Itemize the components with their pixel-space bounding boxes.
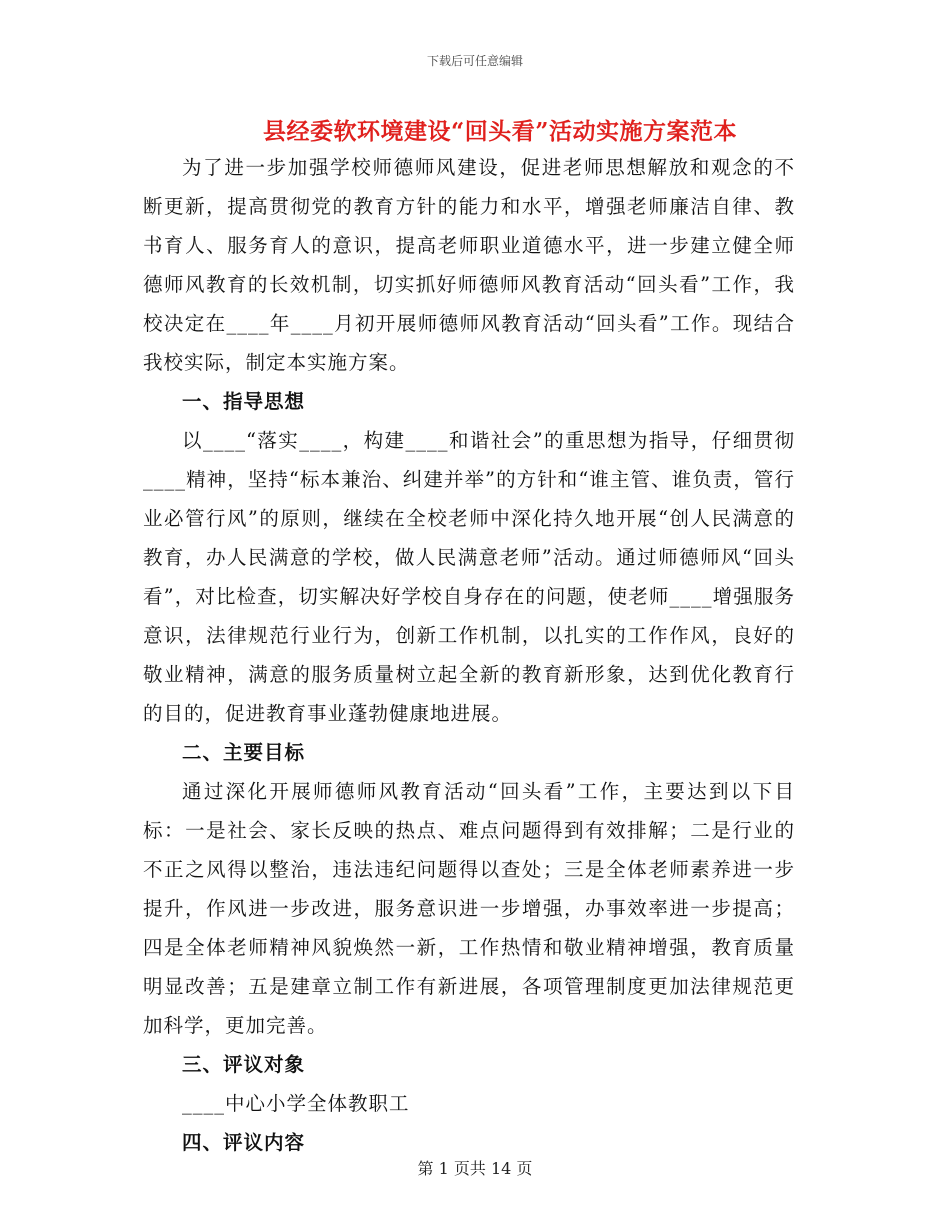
section-body-guiding-ideology: 以____“落实____，构建____和谐社会”的重思想为指导，仔细贯彻____精神，坚持“标本兼治、纠建并举”的方针和“谁主管、谁负责，管行业必管行风”的原则，继续在全校老师中深化持久地开展“创人民满意的教育，办人民满意的学校，做人民满意老师”活动。通过师德师风“回头看”，对比检查，切实解决好学校自身存在的问题，使老师____增强服务意识，法律规范行业行为，创新工作机制，以扎实的工作作风，良好的敬业精神，满意的服务质量树立起全新的教育新形象，达到优化教育行的目的，促进教育事业蓬勃健康地进展。 — [143, 429, 795, 725]
intro-paragraph: 为了进一步加强学校师德师风建设，促进老师思想解放和观念的不断更新，提高贯彻党的教育方针的能力和水平，增强老师廉洁自律、教书育人、服务育人的意识，提高老师职业道德水平，进一步建立健全师德师风教育的长效机制，切实抓好师德师风教育活动“回头看”工作，我校决定在____年____月初开展师德师风教育活动“回头看”工作。现结合我校实际，制定本实施方案。 — [143, 156, 795, 374]
section-body-main-goals: 通过深化开展师德师风教育活动“回头看”工作，主要达到以下目标：一是社会、家长反映的热点、难点问题得到有效排解；二是行业的不正之风得以整治，违法违纪问题得以查处；三是全体老师素养进一步提升，作风进一步改进，服务意识进一步增强，办事效率进一步提高；四是全体老师精神风貌焕然一新，工作热情和敬业精神增强，教育质量明显改善；五是建章立制工作有新进展，各项管理制度更加法律规范更加科学，更加完善。 — [143, 780, 795, 1037]
document-body — [143, 148, 795, 1162]
page-number: 第 1 页共 14 页 — [417, 1159, 533, 1178]
section-body-review-subjects: ____中心小学全体教职工 — [182, 1092, 410, 1115]
section-heading-review-content: 四、评议内容 — [182, 1131, 306, 1154]
section-heading-guiding-ideology: 一、指导思想 — [182, 390, 306, 413]
section-heading-review-subjects: 三、评议对象 — [182, 1053, 306, 1076]
section-heading-main-goals: 二、主要目标 — [182, 741, 306, 764]
document-title: 县经委软环境建设“回头看”活动实施方案范本 — [263, 118, 737, 145]
page-header-note: 下载后可任意编辑 — [426, 54, 523, 68]
